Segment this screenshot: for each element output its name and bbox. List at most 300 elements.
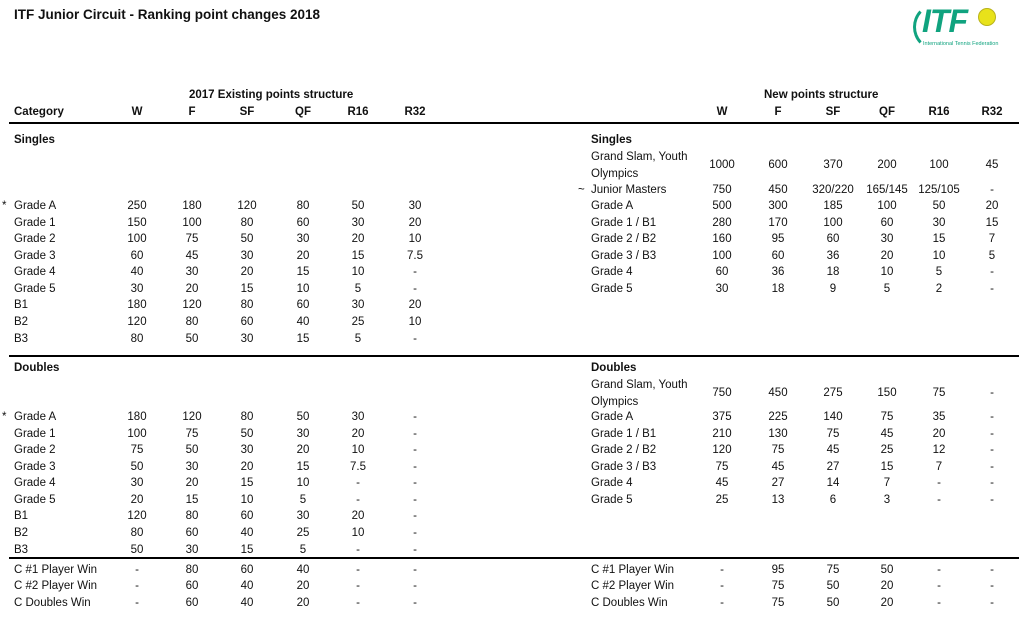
table-cell: 50 (296, 411, 310, 423)
table-cell: 185 (823, 200, 843, 212)
table-cell: 1000 (709, 159, 735, 171)
table-cell: 27 (826, 461, 840, 473)
column-header: W (131, 106, 143, 118)
table-cell: 225 (768, 411, 788, 423)
table-cell: 50 (240, 428, 254, 440)
table-cell: 150 (877, 387, 897, 399)
table-cell: 45 (985, 159, 999, 171)
table-cell: 165/145 (866, 184, 908, 196)
table-cell: 20 (932, 428, 946, 440)
table-cell: 3 (883, 494, 891, 506)
table-cell: 750 (712, 184, 732, 196)
table-cell: 75 (185, 428, 199, 440)
row-label: C #1 Player Win (591, 564, 675, 576)
table-cell: 130 (768, 428, 788, 440)
table-cell: 80 (240, 217, 254, 229)
table-cell: 36 (771, 266, 785, 278)
row-label: C #2 Player Win (591, 580, 675, 592)
table-cell: 100 (182, 217, 202, 229)
table-cell: - (413, 494, 417, 506)
table-cell: - (990, 387, 994, 399)
table-cell: 60 (715, 266, 729, 278)
table-cell: 10 (351, 266, 365, 278)
page-title: ITF Junior Circuit - Ranking point changes 2018 (14, 7, 321, 22)
table-cell: 50 (185, 333, 199, 345)
table-cell: 50 (185, 444, 199, 456)
table-cell: 80 (130, 527, 144, 539)
row-marker: * (2, 200, 7, 212)
column-header: Category (14, 106, 64, 118)
column-header: R32 (981, 106, 1003, 118)
table-cell: - (990, 597, 994, 609)
table-cell: 20 (351, 510, 365, 522)
table-cell: 120 (237, 200, 257, 212)
table-cell: 20 (880, 580, 894, 592)
table-cell: - (990, 494, 994, 506)
table-cell: 20 (185, 477, 199, 489)
table-cell: 160 (712, 233, 732, 245)
row-label: Grade 4 (591, 266, 633, 278)
table-cell: 75 (771, 580, 785, 592)
section-divider (9, 122, 1019, 124)
table-cell: 60 (130, 250, 144, 262)
table-cell: - (356, 564, 360, 576)
table-cell: 280 (712, 217, 732, 229)
table-cell: 30 (296, 233, 310, 245)
table-cell: 15 (240, 283, 254, 295)
table-cell: 13 (771, 494, 785, 506)
table-cell: 20 (408, 299, 422, 311)
table-cell: 5 (354, 283, 362, 295)
row-label: B1 (14, 510, 29, 522)
tennis-ball-icon (978, 8, 996, 26)
row-marker: * (2, 411, 7, 423)
table-cell: 25 (715, 494, 729, 506)
logo-subtitle: International Tennis Federation (923, 41, 999, 47)
table-cell: 30 (296, 428, 310, 440)
table-cell: 320/220 (812, 184, 854, 196)
row-label: Grade A (591, 200, 634, 212)
section-divider (9, 355, 1019, 357)
table-cell: - (937, 580, 941, 592)
table-cell: 125/105 (918, 184, 960, 196)
table-cell: 600 (768, 159, 788, 171)
table-cell: 25 (351, 316, 365, 328)
table-cell: 275 (823, 387, 843, 399)
table-cell: 500 (712, 200, 732, 212)
table-cell: 30 (185, 544, 199, 556)
row-label: Grade A (14, 200, 57, 212)
table-cell: 15 (185, 494, 199, 506)
column-header: SF (239, 106, 255, 118)
table-cell: 20 (351, 428, 365, 440)
table-cell: - (720, 564, 724, 576)
table-cell: 75 (715, 461, 729, 473)
table-cell: 30 (351, 217, 365, 229)
table-cell: 80 (130, 333, 144, 345)
table-cell: 75 (130, 444, 144, 456)
row-label: C #1 Player Win (14, 564, 98, 576)
table-cell: 18 (826, 266, 840, 278)
row-label: Junior Masters (591, 184, 667, 196)
table-cell: 40 (130, 266, 144, 278)
table-cell: 180 (182, 200, 202, 212)
table-cell: 7 (988, 233, 996, 245)
table-cell: 30 (351, 411, 365, 423)
column-header: SF (825, 106, 841, 118)
row-label: Grade 3 (14, 461, 56, 473)
table-cell: 30 (240, 444, 254, 456)
table-cell: 20 (296, 444, 310, 456)
table-cell: 30 (715, 283, 729, 295)
table-cell: 40 (240, 580, 254, 592)
table-cell: 75 (771, 444, 785, 456)
table-cell: 14 (826, 477, 840, 489)
table-cell: 7 (883, 477, 891, 489)
table-cell: 450 (768, 184, 788, 196)
table-cell: 140 (823, 411, 843, 423)
row-label: Grade A (14, 411, 57, 423)
row-label: C #2 Player Win (14, 580, 98, 592)
table-cell: 150 (127, 217, 147, 229)
row-label: Grade 4 (14, 477, 56, 489)
table-cell: - (135, 564, 139, 576)
table-cell: 5 (299, 494, 307, 506)
table-cell: 40 (240, 527, 254, 539)
singles-section-label: Singles (14, 134, 55, 146)
table-cell: - (413, 428, 417, 440)
table-cell: 75 (771, 597, 785, 609)
table-cell: - (937, 597, 941, 609)
table-cell: 300 (768, 200, 788, 212)
table-cell: 60 (771, 250, 785, 262)
table-cell: 15 (985, 217, 999, 229)
table-cell: 100 (127, 428, 147, 440)
table-cell: 30 (240, 250, 254, 262)
table-cell: 5 (883, 283, 891, 295)
table-cell: - (990, 184, 994, 196)
table-cell: 12 (932, 444, 946, 456)
table-cell: 45 (826, 444, 840, 456)
table-cell: - (413, 510, 417, 522)
row-label: Grade 5 (591, 494, 633, 506)
table-cell: - (413, 597, 417, 609)
table-cell: 100 (712, 250, 732, 262)
table-cell: 100 (929, 159, 949, 171)
table-cell: - (990, 283, 994, 295)
row-label: Grade 4 (591, 477, 633, 489)
table-cell: 30 (932, 217, 946, 229)
table-cell: - (413, 411, 417, 423)
table-cell: 80 (240, 411, 254, 423)
table-cell: 60 (240, 316, 254, 328)
table-cell: - (356, 477, 360, 489)
table-cell: 60 (240, 510, 254, 522)
table-cell: 7.5 (350, 461, 366, 473)
table-cell: 75 (185, 233, 199, 245)
row-label: Grade 3 / B3 (591, 461, 657, 473)
logo-text: ITF (922, 3, 967, 39)
table-cell: 10 (351, 444, 365, 456)
table-cell: - (937, 494, 941, 506)
table-cell: 30 (296, 510, 310, 522)
section-divider (9, 557, 1019, 559)
row-label: Grade 1 (14, 428, 56, 440)
table-cell: - (413, 333, 417, 345)
column-header: QF (879, 106, 895, 118)
table-cell: 370 (823, 159, 843, 171)
table-cell: 95 (771, 233, 785, 245)
table-cell: - (413, 266, 417, 278)
table-cell: 18 (771, 283, 785, 295)
table-cell: 20 (185, 283, 199, 295)
row-label: Olympics (591, 168, 639, 180)
table-cell: 20 (296, 580, 310, 592)
table-cell: 95 (771, 564, 785, 576)
table-cell: 50 (351, 200, 365, 212)
row-marker: ~ (578, 184, 585, 196)
table-cell: 75 (826, 564, 840, 576)
table-cell: 10 (296, 283, 310, 295)
table-cell: - (990, 461, 994, 473)
row-label: Grade 2 / B2 (591, 444, 657, 456)
table-cell: - (990, 266, 994, 278)
table-cell: 35 (932, 411, 946, 423)
row-label: Grade 5 (14, 283, 56, 295)
table-cell: 20 (296, 597, 310, 609)
table-cell: 36 (826, 250, 840, 262)
table-cell: - (990, 580, 994, 592)
table-cell: - (413, 477, 417, 489)
table-cell: 50 (130, 461, 144, 473)
row-label: Grade 1 / B1 (591, 428, 657, 440)
table-cell: 100 (823, 217, 843, 229)
table-cell: 10 (932, 250, 946, 262)
table-cell: - (413, 527, 417, 539)
table-cell: 30 (880, 233, 894, 245)
table-cell: - (135, 580, 139, 592)
table-cell: 15 (240, 477, 254, 489)
table-cell: 15 (296, 333, 310, 345)
table-cell: 60 (296, 299, 310, 311)
table-cell: 10 (408, 233, 422, 245)
row-label: Grand Slam, Youth (591, 151, 688, 163)
table-cell: - (937, 564, 941, 576)
table-cell: 80 (296, 200, 310, 212)
table-cell: 80 (185, 564, 199, 576)
table-cell: 50 (130, 544, 144, 556)
row-label: Olympics (591, 396, 639, 408)
table-cell: 120 (712, 444, 732, 456)
table-cell: - (135, 597, 139, 609)
table-cell: - (413, 444, 417, 456)
table-cell: 25 (296, 527, 310, 539)
table-cell: 100 (127, 233, 147, 245)
table-cell: 30 (240, 333, 254, 345)
table-cell: - (990, 428, 994, 440)
table-cell: 750 (712, 387, 732, 399)
table-cell: 60 (185, 527, 199, 539)
row-label: Grade 3 / B3 (591, 250, 657, 262)
table-cell: 75 (826, 428, 840, 440)
table-cell: 60 (240, 564, 254, 576)
table-cell: 10 (240, 494, 254, 506)
table-cell: 200 (877, 159, 897, 171)
row-label: Grade 1 (14, 217, 56, 229)
column-header: R32 (404, 106, 426, 118)
table-cell: 450 (768, 387, 788, 399)
row-label: Grade A (591, 411, 634, 423)
row-label: Grade 2 / B2 (591, 233, 657, 245)
table-cell: 45 (715, 477, 729, 489)
table-cell: 45 (185, 250, 199, 262)
table-cell: - (720, 597, 724, 609)
table-cell: - (413, 544, 417, 556)
table-cell: 15 (351, 250, 365, 262)
table-cell: 15 (932, 233, 946, 245)
table-cell: - (413, 283, 417, 295)
table-cell: 30 (185, 461, 199, 473)
table-cell: - (356, 580, 360, 592)
table-cell: 50 (826, 580, 840, 592)
table-cell: 20 (408, 217, 422, 229)
table-cell: 375 (712, 411, 732, 423)
row-label: B3 (14, 544, 29, 556)
doubles-section-label: Doubles (591, 362, 637, 374)
table-cell: 30 (351, 299, 365, 311)
table-cell: 10 (408, 316, 422, 328)
table-cell: 20 (296, 250, 310, 262)
table-cell: 2 (935, 283, 943, 295)
table-cell: 9 (829, 283, 837, 295)
column-header: R16 (928, 106, 950, 118)
table-cell: 60 (185, 597, 199, 609)
table-cell: 40 (240, 597, 254, 609)
row-label: C Doubles Win (591, 597, 668, 609)
table-cell: - (413, 564, 417, 576)
table-cell: 75 (880, 411, 894, 423)
table-cell: 20 (985, 200, 999, 212)
table-cell: 20 (240, 461, 254, 473)
table-cell: 120 (127, 510, 147, 522)
table-cell: 15 (296, 266, 310, 278)
table-cell: 60 (296, 217, 310, 229)
table-cell: - (990, 564, 994, 576)
row-label: B1 (14, 299, 29, 311)
table-cell: 250 (127, 200, 147, 212)
row-label: Grade 3 (14, 250, 56, 262)
table-cell: 100 (877, 200, 897, 212)
table-cell: 5 (299, 544, 307, 556)
table-cell: 170 (768, 217, 788, 229)
row-label: Grade 2 (14, 233, 56, 245)
table-cell: 60 (880, 217, 894, 229)
column-header: R16 (347, 106, 369, 118)
table-cell: - (720, 580, 724, 592)
table-cell: - (356, 597, 360, 609)
row-label: Grade 5 (14, 494, 56, 506)
table-cell: 120 (127, 316, 147, 328)
table-cell: 15 (880, 461, 894, 473)
table-cell: 80 (240, 299, 254, 311)
table-cell: 20 (880, 250, 894, 262)
table-cell: - (356, 494, 360, 506)
table-cell: 20 (130, 494, 144, 506)
existing-structure-header: 2017 Existing points structure (189, 89, 354, 101)
table-cell: - (413, 461, 417, 473)
table-cell: 30 (408, 200, 422, 212)
table-cell: 210 (712, 428, 732, 440)
table-cell: 20 (240, 266, 254, 278)
row-label: B2 (14, 316, 29, 328)
column-header: QF (295, 106, 311, 118)
row-label: Grand Slam, Youth (591, 379, 688, 391)
table-cell: 30 (185, 266, 199, 278)
table-cell: - (937, 477, 941, 489)
table-cell: 10 (351, 527, 365, 539)
table-cell: 75 (932, 387, 946, 399)
table-cell: 120 (182, 411, 202, 423)
row-label: Grade 1 / B1 (591, 217, 657, 229)
table-cell: 5 (354, 333, 362, 345)
table-cell: - (990, 477, 994, 489)
table-cell: 20 (880, 597, 894, 609)
table-cell: 10 (296, 477, 310, 489)
table-cell: 180 (127, 299, 147, 311)
table-cell: - (990, 411, 994, 423)
table-cell: 120 (182, 299, 202, 311)
column-header: F (188, 106, 196, 118)
table-cell: 6 (829, 494, 837, 506)
singles-section-label: Singles (591, 134, 632, 146)
table-cell: 7.5 (407, 250, 423, 262)
table-cell: 5 (935, 266, 943, 278)
table-cell: - (413, 580, 417, 592)
table-cell: 50 (826, 597, 840, 609)
row-label: Grade 5 (591, 283, 633, 295)
table-cell: 50 (932, 200, 946, 212)
table-cell: 40 (296, 564, 310, 576)
doubles-section-label: Doubles (14, 362, 60, 374)
row-label: B2 (14, 527, 29, 539)
table-cell: 80 (185, 510, 199, 522)
table-cell: - (990, 444, 994, 456)
table-cell: 27 (771, 477, 785, 489)
table-cell: 30 (130, 283, 144, 295)
table-cell: 60 (185, 580, 199, 592)
table-cell: - (356, 544, 360, 556)
table-cell: 45 (880, 428, 894, 440)
table-cell: 50 (880, 564, 894, 576)
table-cell: 10 (880, 266, 894, 278)
table-cell: 40 (296, 316, 310, 328)
column-header: W (716, 106, 728, 118)
row-label: Grade 2 (14, 444, 56, 456)
column-header: F (774, 106, 782, 118)
row-label: Grade 4 (14, 266, 56, 278)
table-cell: 5 (988, 250, 996, 262)
table-cell: 30 (130, 477, 144, 489)
table-cell: 60 (826, 233, 840, 245)
new-structure-header: New points structure (764, 89, 879, 101)
row-label: B3 (14, 333, 29, 345)
table-cell: 15 (240, 544, 254, 556)
row-label: C Doubles Win (14, 597, 91, 609)
table-cell: 80 (185, 316, 199, 328)
table-cell: 180 (127, 411, 147, 423)
table-cell: 7 (935, 461, 943, 473)
table-cell: 25 (880, 444, 894, 456)
